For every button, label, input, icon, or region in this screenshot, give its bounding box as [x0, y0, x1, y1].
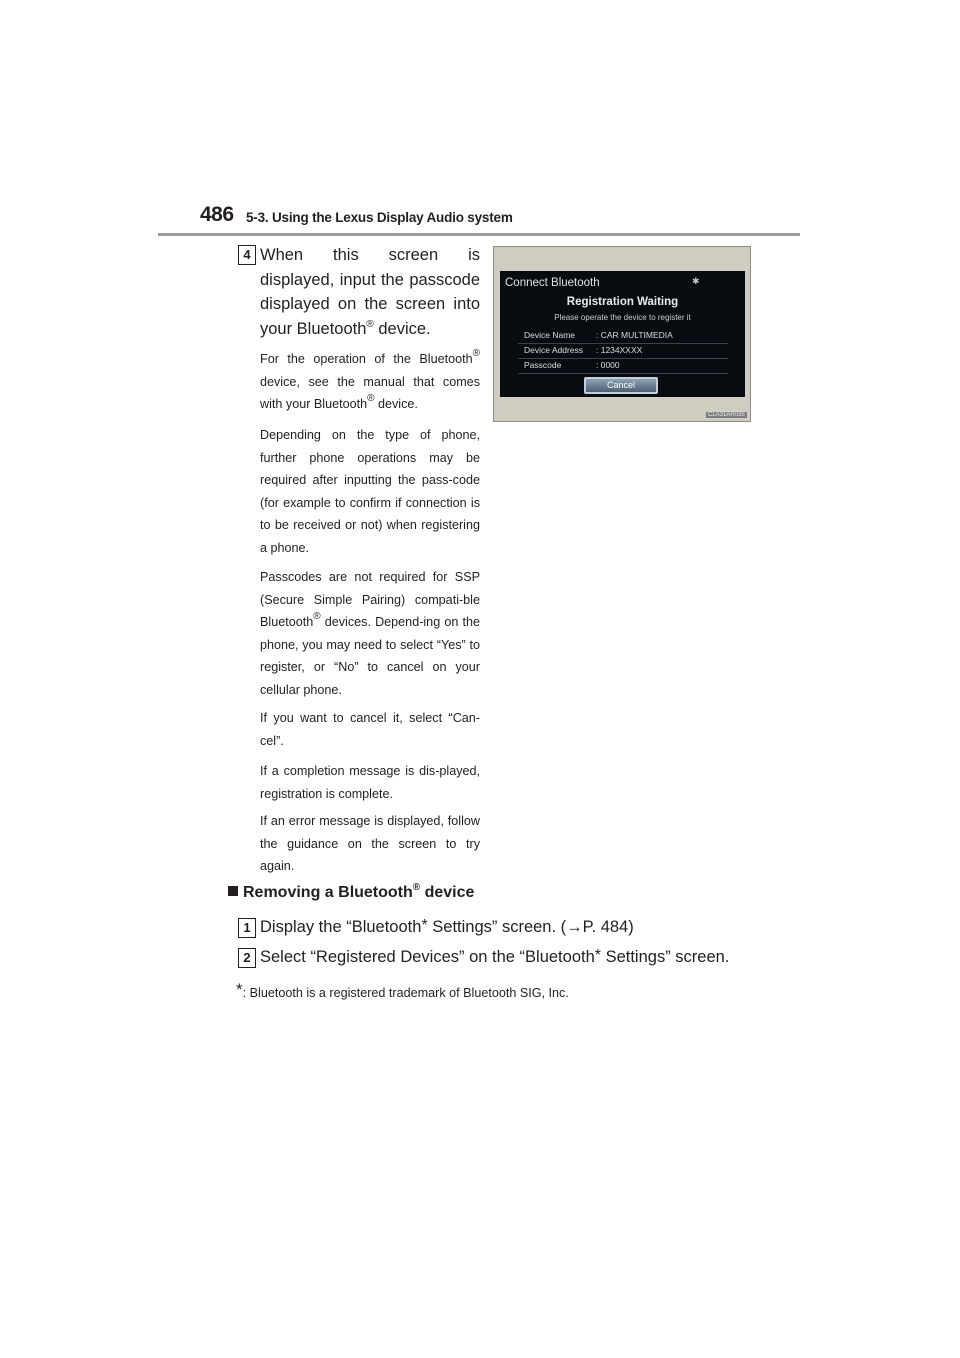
step-2-badge: 2: [238, 948, 256, 968]
step-2-instruction: Select “Registered Devices” on the “Bluetooth* Settings” screen.: [260, 947, 730, 966]
image-code: CLA31AR035: [708, 412, 745, 418]
passcode-value: : 0000: [596, 360, 620, 370]
footnote: [236, 980, 569, 1000]
square-bullet-icon: [228, 886, 238, 896]
passcode-row: [518, 359, 728, 374]
signal-icon: ✱: [692, 276, 700, 286]
note-cancel: If you want to cancel it, select “Can-cel”.: [260, 711, 480, 748]
note-error: If an error message is displayed, follow the guidance on the screen to try again.: [260, 814, 480, 874]
step-1-badge: 1: [238, 918, 256, 938]
registration-subtext: Please operate the device to register it: [554, 313, 691, 322]
passcode-label: Passcode: [524, 360, 562, 370]
device-name-label: Device Name: [524, 330, 576, 340]
device-address-value: : 1234XXXX: [596, 345, 643, 355]
device-address-row: [518, 344, 728, 359]
page-number: 486: [200, 203, 234, 226]
cancel-button[interactable]: Cancel: [584, 377, 658, 394]
device-name-row: [518, 329, 728, 344]
device-address-label: Device Address: [524, 345, 584, 355]
step-1-instruction: Display the “Bluetooth* Settings” screen. (→P. 484): [260, 917, 634, 936]
device-name-value: : CAR MULTIMEDIA: [596, 330, 673, 340]
footnote-mark: *: [236, 980, 243, 999]
note-ssp: Passcodes are not required for SSP (Secure Simple Pairing) compati-ble Bluetooth® devices. Depend-ing on the phone, you may need to select “Yes” to register, or “No” to cancel on your cellular phone.: [260, 570, 480, 697]
note-further-operations: Depending on the type of phone, further phone operations may be required after inputting the pass-code (for example to confirm if connection is to be received or not) when registering a phone.: [260, 428, 480, 555]
section-title: 5-3. Using the Lexus Display Audio system: [246, 210, 513, 225]
step-4-badge: 4: [238, 245, 256, 265]
removing-device-heading: [228, 884, 474, 902]
header-divider: [158, 233, 800, 236]
removing-device-heading-text: Removing a Bluetooth® device: [243, 882, 475, 901]
note-completion: If a completion message is dis-played, registration is complete.: [260, 764, 480, 801]
screen-title: Connect Bluetooth: [505, 277, 600, 289]
registration-heading: Registration Waiting: [566, 296, 679, 308]
step-4-instruction: When this screen is displayed, input the passcode displayed on the screen into your Bluetooth® device.: [260, 246, 480, 338]
note-manual: For the operation of the Bluetooth® device, see the manual that comes with your Bluetooth® device.: [260, 348, 480, 412]
footnote-text: : Bluetooth is a registered trademark of Bluetooth SIG, Inc.: [242, 986, 569, 1000]
